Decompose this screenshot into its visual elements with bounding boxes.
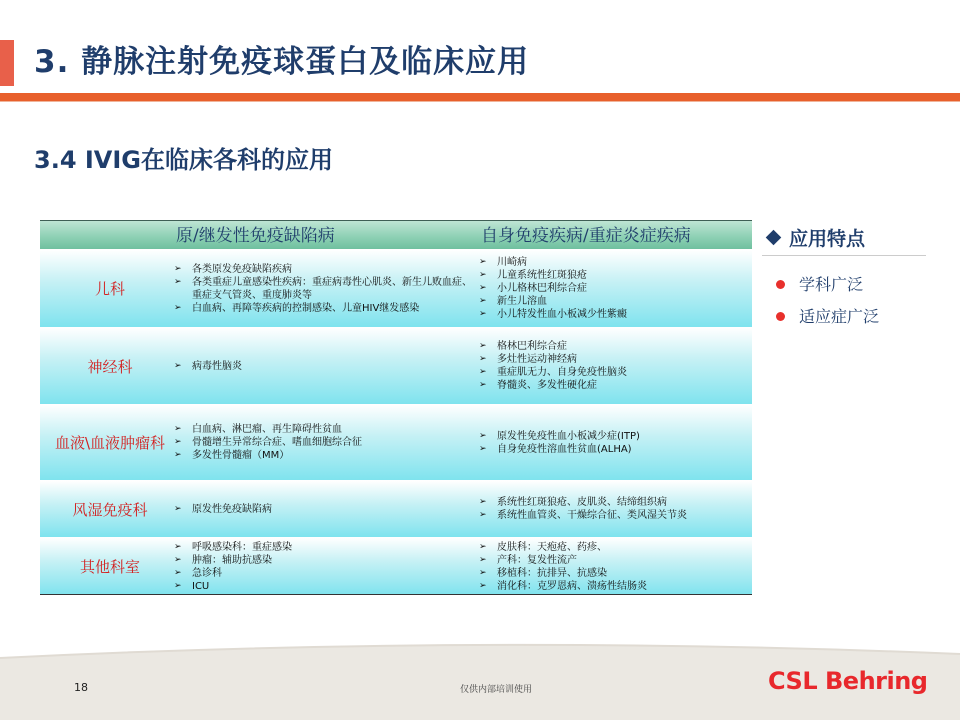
list-item	[477, 282, 749, 295]
list-item-text: ICU	[192, 580, 210, 592]
autoimmune-cell	[477, 328, 749, 404]
table-row	[40, 404, 752, 480]
list-item	[172, 449, 476, 462]
arrow-bullet-icon: ➢	[479, 283, 487, 293]
table-row	[40, 537, 752, 595]
features-rule	[762, 255, 926, 256]
title-rule	[0, 93, 960, 101]
arrow-bullet-icon: ➢	[174, 580, 182, 591]
list-item-text: 皮肤科：天疱疮、药疹、	[497, 541, 607, 553]
arrow-bullet-icon: ➢	[479, 443, 487, 454]
list-item-text: 脊髓炎、多发性硬化症	[497, 380, 597, 391]
autoimmune-cell	[477, 538, 749, 595]
department-name: 儿科	[94, 280, 125, 298]
list-item	[172, 436, 476, 449]
list-item-text: 多发性骨髓瘤（MM）	[192, 450, 290, 461]
red-dot-icon	[776, 312, 785, 321]
list-item-text: 白血病、再障等疾病的控制感染、儿童HIV继发感染	[192, 302, 420, 314]
arrow-bullet-icon: ➢	[479, 580, 487, 591]
table-bottom-rule	[40, 594, 752, 595]
list-item-text: 重症肌无力、自身免疫性脑炎	[497, 367, 627, 378]
title-accent-bar	[0, 40, 14, 86]
arrow-bullet-icon: ➢	[479, 270, 487, 280]
list-item	[477, 509, 749, 522]
arrow-bullet-icon: ➢	[174, 424, 182, 434]
slide-title: 3. 静脉注射免疫球蛋白及临床应用	[34, 44, 530, 80]
arrow-bullet-icon: ➢	[479, 380, 487, 390]
table-header-row	[40, 220, 752, 249]
list-item	[172, 263, 476, 276]
list-item-text: 原发性免疫缺陷病	[192, 503, 272, 515]
list-item-text: 原发性免疫性血小板减少症(ITP)	[497, 430, 640, 442]
header-autoimmune: 自身免疫疾病/重症炎症疾病	[481, 226, 691, 246]
list-item	[477, 295, 749, 308]
list-item	[477, 340, 749, 353]
arrow-bullet-icon: ➢	[174, 450, 182, 460]
list-item	[477, 308, 749, 321]
immunodeficiency-cell	[172, 328, 476, 404]
department-name: 神经科	[87, 357, 133, 376]
table-row	[40, 249, 752, 327]
list-item-text: 呼吸感染科：重症感染	[192, 541, 292, 553]
list-item-text: 小儿特发性血小板减少性紫癜	[497, 309, 627, 320]
arrow-bullet-icon: ➢	[479, 510, 487, 520]
list-item	[172, 580, 476, 593]
arrow-bullet-icon: ➢	[479, 341, 487, 351]
list-item	[477, 580, 749, 593]
list-item-text: 病毒性脑炎	[192, 360, 242, 372]
feature-item-label: 学科广泛	[799, 275, 864, 294]
list-item	[477, 269, 749, 282]
list-item	[477, 353, 749, 366]
immunodeficiency-cell	[172, 481, 476, 537]
list-item	[477, 567, 749, 580]
list-item	[477, 541, 749, 554]
table-row	[40, 480, 752, 537]
list-item	[172, 276, 476, 302]
title-rule-shadow	[0, 101, 960, 102]
arrow-bullet-icon: ➢	[479, 497, 487, 507]
arrow-bullet-icon: ➢	[174, 276, 182, 287]
autoimmune-cell	[477, 250, 749, 327]
arrow-bullet-icon: ➢	[174, 554, 182, 565]
diamond-bullet-icon	[766, 230, 782, 246]
list-item-text: 新生儿溶血	[497, 296, 547, 307]
arrow-bullet-icon: ➢	[174, 437, 182, 447]
page-number: 18	[74, 681, 88, 694]
list-item-text: 白血病、淋巴瘤、再生障碍性贫血	[192, 424, 342, 435]
list-item	[172, 567, 476, 580]
list-item	[477, 430, 749, 443]
list-item-text: 消化科：克罗恩病、溃疡性结肠炎	[497, 580, 647, 592]
feature-item-label: 适应症广泛	[799, 307, 880, 326]
arrow-bullet-icon: ➢	[479, 367, 487, 377]
department-name: 其他科室	[79, 558, 140, 576]
immunodeficiency-cell	[172, 250, 476, 327]
list-item-text: 产科：复发性流产	[497, 554, 577, 566]
list-item	[172, 302, 476, 315]
arrow-bullet-icon: ➢	[174, 503, 182, 514]
list-item	[172, 423, 476, 436]
list-item	[477, 379, 749, 392]
slide-subtitle: 3.4 IVIG在临床各科的应用	[34, 146, 334, 174]
list-item-text: 肿瘤：辅助抗感染	[192, 554, 272, 566]
list-item	[477, 496, 749, 509]
arrow-bullet-icon: ➢	[479, 541, 487, 552]
list-item-text: 川崎病	[497, 257, 527, 268]
arrow-bullet-icon: ➢	[174, 360, 182, 371]
list-item-text: 儿童系统性红斑狼疮	[497, 270, 587, 281]
arrow-bullet-icon: ➢	[174, 302, 182, 313]
list-item	[172, 360, 476, 373]
list-item-text: 骨髓增生异常综合症、嗜血细胞综合征	[192, 437, 362, 448]
list-item	[172, 503, 476, 516]
list-item-text: 自身免疫性溶血性贫血(ALHA)	[497, 443, 632, 455]
list-item-text: 各类重症儿童感染性疾病：重症病毒性心肌炎、新生儿败血症、重症支气管炎、重度肺炎等	[192, 276, 472, 301]
table-row	[40, 327, 752, 404]
footer-note: 仅供内部培训使用	[460, 685, 533, 695]
ivig-department-table	[40, 220, 752, 595]
list-item-text: 系统性红斑狼疮、皮肌炎、结缔组织病	[497, 497, 667, 508]
arrow-bullet-icon: ➢	[174, 263, 182, 274]
list-item	[172, 554, 476, 567]
arrow-bullet-icon: ➢	[479, 554, 487, 565]
red-dot-icon	[776, 280, 785, 289]
list-item-text: 各类原发免疫缺陷疾病	[192, 263, 292, 275]
list-item-text: 急诊科	[192, 567, 222, 579]
list-item	[477, 554, 749, 567]
arrow-bullet-icon: ➢	[479, 309, 487, 319]
list-item	[477, 366, 749, 379]
list-item-text: 格林巴利综合症	[497, 341, 567, 352]
list-item	[477, 256, 749, 269]
list-item	[477, 443, 749, 456]
arrow-bullet-icon: ➢	[479, 430, 487, 441]
csl-behring-logo: CSL Behring	[768, 667, 928, 695]
features-title-text: 应用特点	[789, 228, 866, 250]
immunodeficiency-cell	[172, 538, 476, 595]
arrow-bullet-icon: ➢	[479, 567, 487, 578]
department-name: 血液\血液肿瘤科	[54, 434, 166, 452]
arrow-bullet-icon: ➢	[479, 296, 487, 306]
features-heading	[768, 224, 865, 251]
list-item-text: 小儿格林巴利综合症	[497, 283, 587, 294]
feature-item	[776, 304, 879, 327]
arrow-bullet-icon: ➢	[479, 354, 487, 364]
immunodeficiency-cell	[172, 405, 476, 480]
autoimmune-cell	[477, 481, 749, 537]
department-name: 风湿免疫科	[72, 500, 148, 519]
arrow-bullet-icon: ➢	[174, 567, 182, 578]
arrow-bullet-icon: ➢	[174, 541, 182, 552]
list-item-text: 移植科：抗排异、抗感染	[497, 567, 607, 579]
autoimmune-cell	[477, 405, 749, 480]
list-item-text: 多灶性运动神经病	[497, 354, 577, 365]
arrow-bullet-icon: ➢	[479, 257, 487, 267]
header-immunodeficiency: 原/继发性免疫缺陷病	[176, 226, 335, 246]
feature-item	[776, 272, 863, 295]
list-item-text: 系统性血管炎、干燥综合征、类风湿关节炎	[497, 510, 687, 521]
list-item	[172, 541, 476, 554]
